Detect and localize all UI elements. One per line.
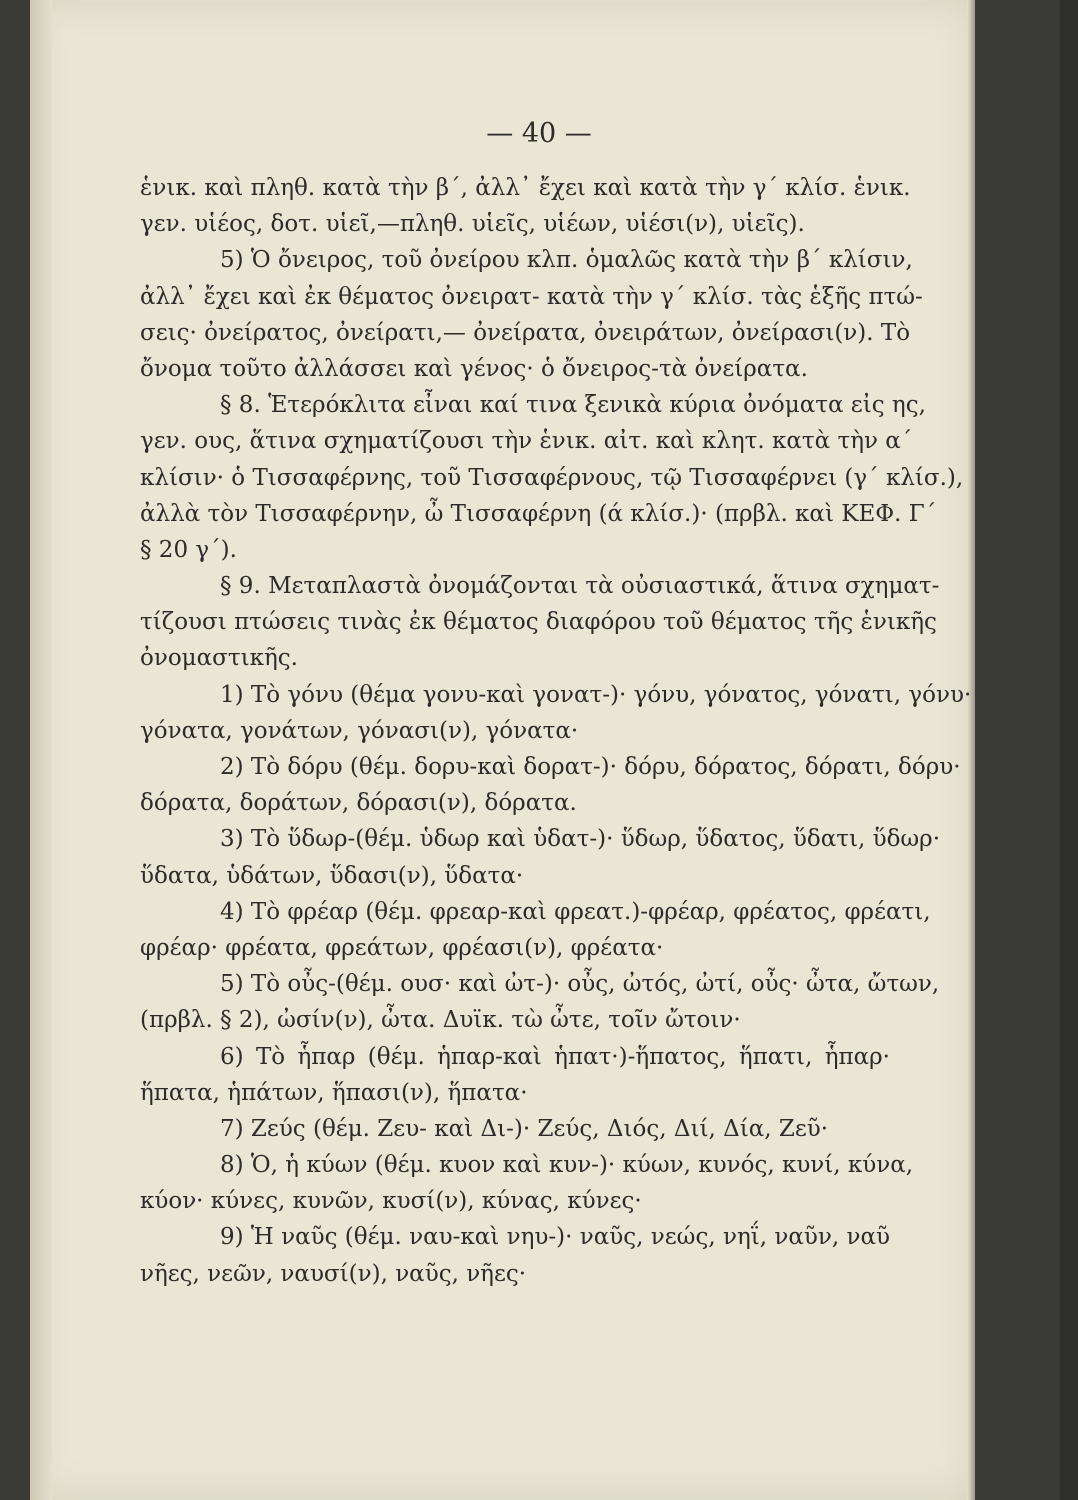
text-line: 3) Τὸ ὕδωρ-(θέμ. ὑδωρ καὶ ὑδατ-)· ὕδωρ, ὕδατος, ὕδατι, ὕδωρ· (220, 826, 941, 853)
book-spine (1060, 0, 1078, 1500)
text-line: § 20 γ΄). (140, 536, 237, 563)
page-left-edge (30, 0, 52, 1500)
text-line: 7) Ζεύς (θέμ. Ζευ- καὶ Δι-)· Ζεύς, Διός, Διί, Δία, Ζεῦ· (220, 1115, 829, 1142)
page-number: — 40 — (486, 118, 592, 149)
text-line: § 8. Ἑτερόκλιτα εἶναι καί τινα ξενικὰ κύρια ὀνόματα εἰς ης, (220, 392, 926, 419)
text-line: ὄνομα τοῦτο ἀλλάσσει καὶ γένος· ὁ ὄνειρος-τὰ ὀνείρατα. (140, 355, 808, 382)
text-line: ἥπατα, ἡπάτων, ἥπασι(ν), ἥπατα· (140, 1079, 528, 1106)
text-line: § 9. Μεταπλαστὰ ὀνομάζονται τὰ οὐσιαστικά, ἅτινα σχηματ- (220, 573, 940, 600)
text-line: 2) Τὸ δόρυ (θέμ. δορυ-καὶ δορατ-)· δόρυ, δόρατος, δόρατι, δόρυ· (220, 754, 961, 780)
text-line: ὕδατα, ὑδάτων, ὕδασι(ν), ὕδατα· (140, 862, 524, 889)
text-line: φρέαρ· φρέατα, φρεάτων, φρέασι(ν), φρέατα· (140, 934, 664, 961)
text-line: δόρατα, δοράτων, δόρασι(ν), δόρατα. (140, 790, 577, 817)
text-line: ὀνομαστικῆς. (140, 645, 298, 672)
text-line: τίζουσι πτώσεις τινὰς ἐκ θέματος διαφόρου τοῦ θέματος τῆς ἑνικῆς (140, 609, 937, 636)
text-line: γεν. υἱέος, δοτ. υἱεῖ,—πληθ. υἱεῖς, υἱέων, υἱέσι(ν), υἱεῖς). (140, 211, 805, 238)
text-line: κλίσιν· ὁ Τισσαφέρνης, τοῦ Τισσαφέρνους, τῷ Τισσαφέρνει (γ΄ κλίσ.), (140, 464, 964, 491)
text-line: κύον· κύνες, κυνῶν, κυσί(ν), κύνας, κύνες· (140, 1188, 642, 1215)
text-line: σεις· ὀνείρατος, ὀνείρατι,— ὀνείρατα, ὀνειράτων, ὀνείρασι(ν). Τὸ (140, 319, 911, 346)
text-line: 9) Ἡ ναῦς (θέμ. ναυ-καὶ νηυ-)· ναῦς, νεώς, νηΐ, ναῦν, ναῦ (220, 1224, 890, 1251)
text-line: ἀλλὰ τὸν Τισσαφέρνην, ὦ Τισσαφέρνη (ά κλίσ.)· (πρβλ. καὶ ΚΕΦ. Γ΄ (140, 500, 937, 527)
text-line: γόνατα, γονάτων, γόνασι(ν), γόνατα· (140, 717, 579, 744)
text-line: 4) Τὸ φρέαρ (θέμ. φρεαρ-καὶ φρεατ.)-φρέαρ, φρέατος, φρέατι, (220, 898, 931, 925)
text-line: ἀλλ᾽ ἔχει καὶ ἐκ θέματος ὀνειρατ- κατὰ τὴν γ΄ κλίσ. τὰς ἑξῆς πτώ- (140, 283, 923, 310)
page-right-edge (967, 0, 975, 1500)
text-line: 8) Ὁ, ἡ κύων (θέμ. κυον καὶ κυν-)· κύων, κυνός, κυνί, κύνα, (220, 1152, 914, 1179)
text-line: νῆες, νεῶν, ναυσί(ν), ναῦς, νῆες· (140, 1260, 527, 1287)
text-line: 1) Τὸ γόνυ (θέμα γονυ-καὶ γονατ-)· γόνυ, γόνατος, γόνατι, γόνυ· (220, 681, 972, 708)
text-line: (πρβλ. § 2), ὠσίν(ν), ὦτα. Δυϊκ. τὼ ὦτε, τοῖν ὤτοιν· (140, 1007, 741, 1034)
body-text (140, 170, 972, 1292)
text-line: 6) Τὸ ἧπαρ (θέμ. ἡπαρ-καὶ ἡπατ·)-ἥπατος, ἥπατι, ἧπαρ· (220, 1043, 890, 1070)
text-line: γεν. ους, ἅτινα σχηματίζουσι τὴν ἑνικ. αἰτ. καὶ κλητ. κατὰ τὴν α΄ (140, 428, 913, 455)
text-line: ἑνικ. καὶ πληθ. κατὰ τὴν β΄, ἀλλ᾽ ἔχει καὶ κατὰ τὴν γ΄ κλίσ. ἑνικ. (140, 175, 911, 201)
text-line: 5) Τὸ οὖς-(θέμ. ουσ· καὶ ὠτ-)· οὖς, ὠτός, ὠτί, οὖς· ὦτα, ὤτων, (220, 971, 940, 998)
text-line: 5) Ὁ ὄνειρος, τοῦ ὀνείρου κλπ. ὁμαλῶς κατὰ τὴν β΄ κλίσιν, (220, 247, 913, 274)
